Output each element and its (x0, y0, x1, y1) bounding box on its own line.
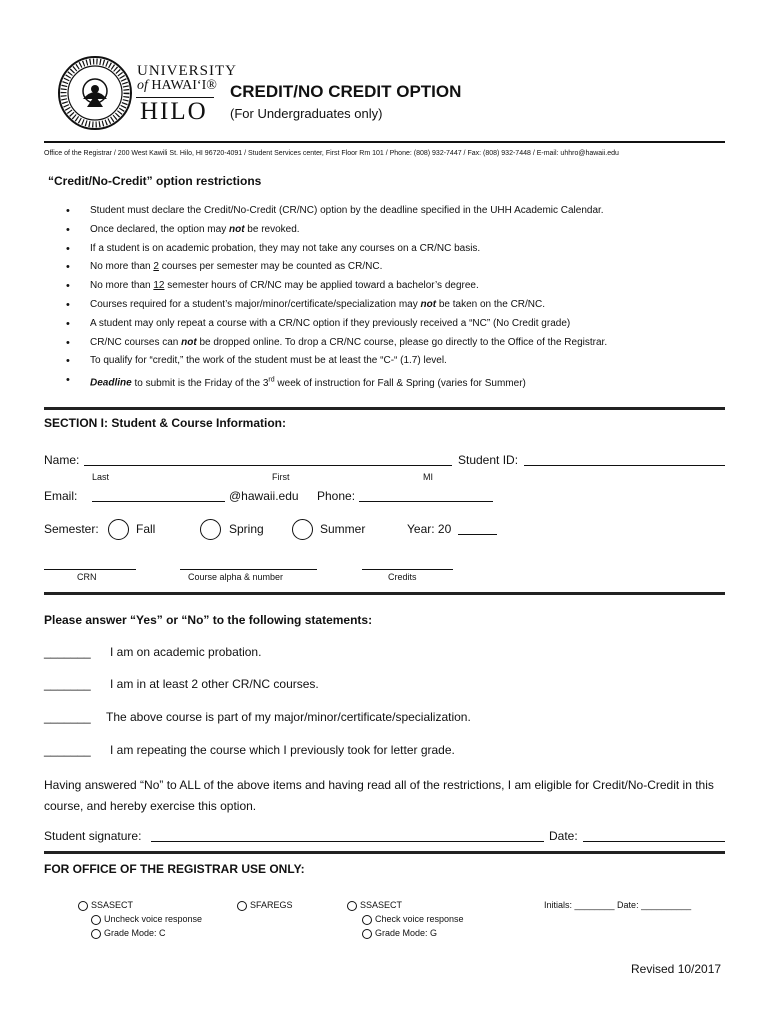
credits-field[interactable] (362, 557, 453, 570)
section1-heading: SECTION I: Student & Course Information: (44, 416, 286, 430)
statement-repeating: I am repeating the course which I previously took for letter grade. (110, 743, 455, 757)
restrictions-list (66, 202, 726, 393)
statement-probation: I am on academic probation. (110, 645, 262, 659)
questions-divider (44, 592, 725, 595)
office-contact-line: Office of the Registrar / 200 West Kawili St. Hilo, HI 96720-4091 / Student Services center, First Floor Rm 101 / Phone: (808) 932-7447 / Fax: (808) 932-7448 / E-mail: uhhro@hawaii.edu (44, 150, 619, 157)
course-caption: Course alpha & number (188, 572, 284, 582)
answer-blank-2[interactable]: _______ (44, 677, 91, 691)
initials-date-line: Initials: ________ Date: __________ (544, 900, 692, 910)
check-voice-radio[interactable] (362, 915, 372, 925)
middle-initial-caption: MI (423, 472, 433, 482)
university-wordmark-line2: of HAWAI‘I® (137, 78, 217, 93)
restriction-item: • CR/NC courses can not be dropped online. To drop a CR/NC course, please go directly to the Office of the Registrar. (66, 334, 726, 353)
summer-radio[interactable] (292, 519, 313, 540)
restriction-item: • To qualify for “credit,” the work of the student must be at least the “C-“ (1.7) level. (66, 352, 726, 371)
phone-label: Phone: (317, 489, 356, 503)
answer-blank-1[interactable]: _______ (44, 645, 91, 659)
university-wordmark-line1: UNIVERSITY (137, 63, 237, 79)
year-field[interactable] (458, 522, 497, 535)
restriction-item: • Once declared, the option may not be revoked. (66, 221, 726, 240)
header-divider (44, 141, 725, 143)
restriction-item: • If a student is on academic probation, they may not take any courses on a CR/NC basis. (66, 240, 726, 259)
check-voice-label: Check voice response (375, 914, 464, 924)
university-wordmark-hilo: HILO (140, 98, 208, 125)
fall-label: Fall (136, 522, 156, 536)
university-seal-logo (57, 55, 133, 131)
sfaregs-label: SFAREGS (250, 900, 293, 910)
ssasect-radio-1[interactable] (78, 901, 88, 911)
grade-mode-g-radio[interactable] (362, 929, 372, 939)
answer-blank-3[interactable]: _______ (44, 710, 91, 724)
restriction-item: • Student must declare the Credit/No-Credit (CR/NC) option by the deadline specified in the UHH Academic Calendar. (66, 202, 726, 221)
date-field[interactable] (583, 829, 725, 842)
spring-radio[interactable] (200, 519, 221, 540)
phone-field[interactable] (359, 489, 493, 502)
restriction-item: • Deadline to submit is the Friday of the 3rd week of instruction for Fall & Spring (varies for Summer) (66, 371, 726, 393)
grade-mode-g-label: Grade Mode: G (375, 928, 438, 938)
summer-label: Summer (320, 522, 366, 536)
course-field[interactable] (180, 557, 317, 570)
first-name-caption: First (272, 472, 290, 482)
grade-mode-c-radio[interactable] (91, 929, 101, 939)
fall-radio[interactable] (108, 519, 129, 540)
year-label: Year: 20 (407, 522, 452, 536)
name-field[interactable] (84, 453, 452, 466)
ssasect-label-2: SSASECT (360, 900, 403, 910)
spring-label: Spring (229, 522, 264, 536)
email-field[interactable] (92, 489, 225, 502)
name-label: Name: (44, 453, 80, 467)
signature-field[interactable] (151, 829, 544, 842)
statement-other-courses: I am in at least 2 other CR/NC courses. (110, 677, 319, 691)
restrictions-heading: “Credit/No-Credit” option restrictions (48, 174, 262, 188)
semester-label: Semester: (44, 522, 99, 536)
questions-heading: Please answer “Yes” or “No” to the following statements: (44, 613, 373, 627)
crn-caption: CRN (77, 572, 97, 582)
ssasect-label-1: SSASECT (91, 900, 134, 910)
email-domain: @hawaii.edu (229, 489, 299, 503)
restriction-item: • No more than 2 courses per semester may be counted as CR/NC. (66, 258, 726, 277)
office-use-heading: FOR OFFICE OF THE REGISTRAR USE ONLY: (44, 862, 305, 876)
restriction-item: • A student may only repeat a course with a CR/NC option if they previously received a “NC” (No Credit grade) (66, 315, 726, 334)
sfaregs-radio[interactable] (237, 901, 247, 911)
section1-divider (44, 407, 725, 410)
page-subtitle: (For Undergraduates only) (230, 106, 383, 121)
page-title: CREDIT/NO CREDIT OPTION (230, 82, 462, 101)
restriction-item: • No more than 12 semester hours of CR/NC may be applied toward a bachelor’s degree. (66, 277, 726, 296)
credits-caption: Credits (388, 572, 417, 582)
student-id-field[interactable] (524, 453, 725, 466)
office-use-divider (44, 851, 725, 854)
grade-mode-c-label: Grade Mode: C (104, 928, 166, 938)
signature-label: Student signature: (44, 829, 142, 843)
eligibility-paragraph: Having answered “No” to ALL of the above items and having read all of the restrictions, I am eligible for Credit/No-Credit in this course, and hereby exercise this option. (44, 778, 714, 813)
uncheck-voice-label: Uncheck voice response (104, 914, 203, 924)
student-id-label: Student ID: (458, 453, 519, 467)
answer-blank-4[interactable]: _______ (44, 743, 91, 757)
ssasect-radio-2[interactable] (347, 901, 357, 911)
date-label: Date: (549, 829, 578, 843)
revision-note: Revised 10/2017 (631, 962, 722, 976)
uncheck-voice-radio[interactable] (91, 915, 101, 925)
email-label: Email: (44, 489, 78, 503)
last-name-caption: Last (92, 472, 110, 482)
crn-field[interactable] (44, 557, 136, 570)
restriction-item: • Courses required for a student’s major/minor/certificate/specialization may not be taken on the CR/NC. (66, 296, 726, 315)
statement-major-course: The above course is part of my major/minor/certificate/specialization. (106, 710, 471, 724)
